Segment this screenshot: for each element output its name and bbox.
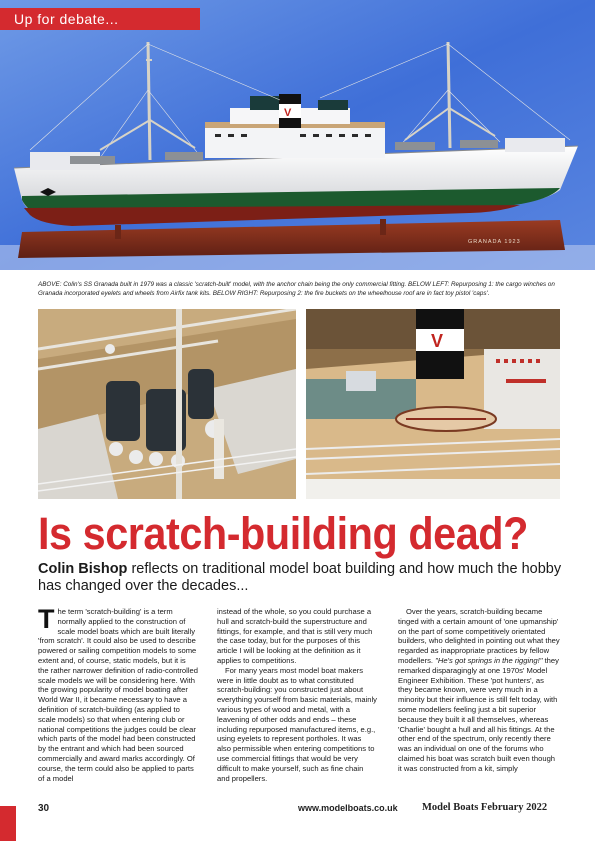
- footer-accent-bar: [0, 806, 16, 841]
- standfirst-text: reflects on traditional model boat building and how much the hobby has changed over the decades...: [38, 561, 562, 594]
- author-name: Colin Bishop: [38, 561, 128, 577]
- article-headline: Is scratch-building dead?: [38, 508, 528, 559]
- section-tag: Up for debate...: [0, 8, 200, 30]
- column-3-paragraph-a: Over the years, scratch-building became tinged with a certain amount of 'one upmanship' on the part of some competitively orientated builders, who delighted in pointing out what they regarded as inappropriate practices by fellow modellers.: [398, 607, 560, 665]
- article-column-3: [398, 607, 560, 774]
- wheelhouse-roof-illustration: [306, 309, 560, 499]
- ship-model-illustration: [0, 0, 595, 270]
- column-3-paragraph-b: they remarked disparagingly at one 1970s' Model Engineer Exhibition. These 'pot hunters', as they became known, were very much in a minority but their influence is still felt today, with some modellers feeling just a bit superior because they built it all themselves, whereas 'Charlie' bought a hull and all his fittings. At the other end of the spectrum, only recently there was an individual on one of the forums who claimed his boat was scratch built even though it was constructed from a kit, simply: [398, 655, 559, 773]
- column-2-paragraph-1: instead of the whole, so you could purchase a hull and scratch-build the superstructure and fittings, for example, and that is still very much the case today, but for the purposes of this article I will be looking at the definition as it applies to competitions.: [217, 607, 373, 665]
- photo-cargo-winches: [38, 309, 296, 499]
- svg-text:V: V: [284, 107, 292, 119]
- page-number: 30: [38, 803, 50, 814]
- footer-publication: Model Boats February 2022: [422, 802, 548, 813]
- drop-cap: T: [38, 604, 55, 634]
- photo-caption: ABOVE: Colin's SS Granada built in 1979 was a classic 'scratch-built' model, with the anchor chain being the only commercial fitting. BELOW LEFT: Repurposing 1: the cargo winches on Granada incorporated eyelets and wheels from Airfix tank kits. BELOW RIGHT: Repurposing 2: the fire buckets on the wheelhouse roof are in fact toy pistol 'caps'.: [38, 281, 555, 297]
- svg-text:V: V: [431, 331, 444, 351]
- column-2-paragraph-2: For many years most model boat makers were in little doubt as to what constituted scratch-building: you constructed just about everything yourself from basic materials, mainly various types of wood and metal, with a leavening of other odds and ends – these including repurposed manufactured items, e.g., using eyelets to represent portholes. It was also permissible when entering competitions to use commercial fittings that would be very difficult to make yourself, such as fine chain and propellers.: [217, 665, 377, 783]
- article-column-1: [38, 604, 198, 783]
- footer-url: www.modelboats.co.uk: [298, 803, 398, 813]
- cargo-winches-illustration: [38, 309, 296, 499]
- column-3-quote: "He's got springs in the rigging!": [435, 655, 543, 665]
- hero-photo-granada-model: [0, 0, 595, 270]
- article-column-2: [217, 607, 377, 783]
- plinth-nameplate: GRANADA 1923: [468, 239, 521, 245]
- article-standfirst: [38, 561, 568, 595]
- photo-wheelhouse-roof: [306, 309, 560, 499]
- column-1-paragraph: he term 'scratch-building' is a term normally applied to the construction of scale model boats which are built literally 'from scratch'. It could also be used to describe powered or sailing competition models to some extent and, of course, static models, but it is the rather narrower definition of radio-controlled scale models we will be considering here. With the growing popularity of model boating after World War II, it became necessary to have a definition of scratch-building (as applied to scale models) so that when entering club or national competitions the judges could be clear which parts of the model had been constructed by the entrant and which had been sourced commercially and award marks accordingly. Of course, the term could also be applied to parts of a model: [38, 607, 198, 783]
